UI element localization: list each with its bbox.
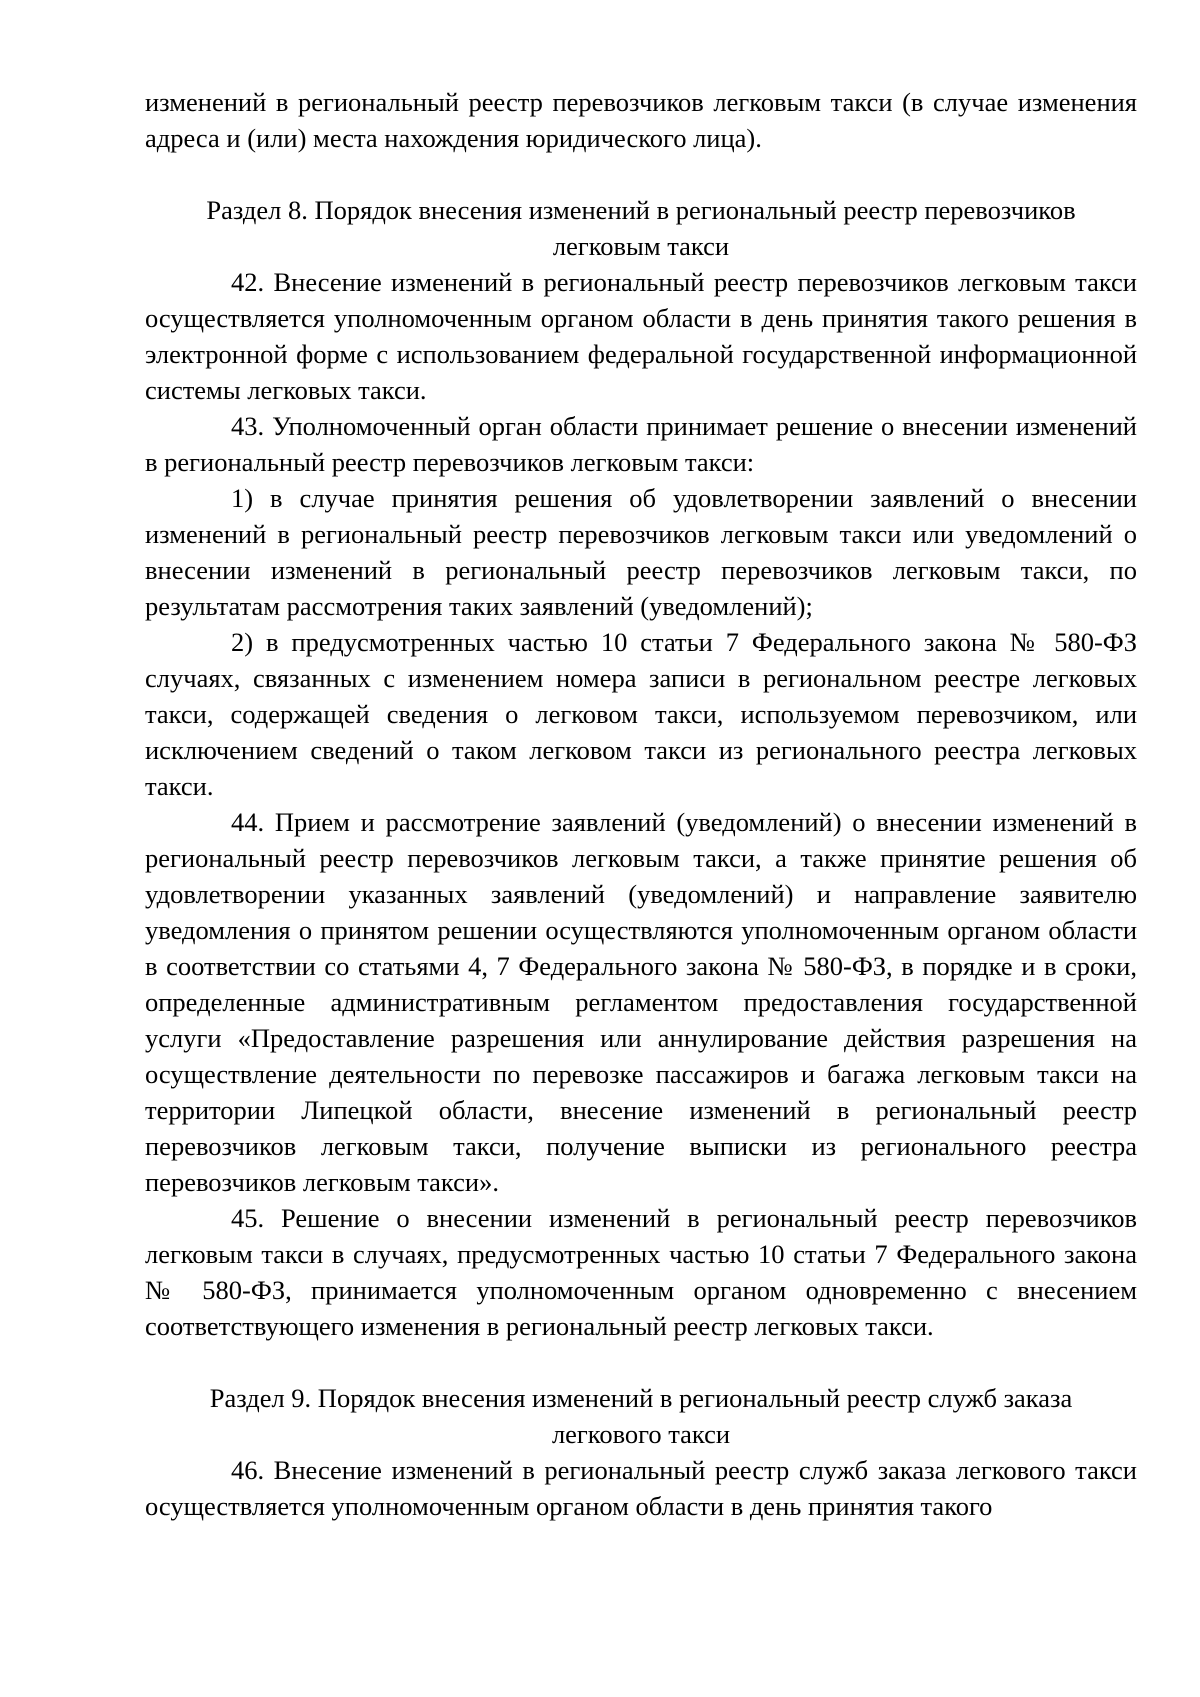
section-9-title-line-2: легкового такси <box>551 1419 731 1449</box>
section-9-title-line-1: Раздел 9. Порядок внесения изменений в региональный реестр служб заказа <box>209 1383 1073 1413</box>
section-8-heading <box>145 192 1137 264</box>
intro-continuation-paragraph: изменений в региональный реестр перевозчиков легковым такси (в случае изменения адреса и (или) места нахождения юридического лица). <box>145 87 1137 153</box>
paragraph-43-item-2: 2) в предусмотренных частью 10 статьи 7 Федерального закона № 580-ФЗ случаях, связанных с изменением номера записи в региональном реестре легковых такси, содержащей сведения о легковом такси, используемом перевозчиком, или исключением сведений о таком легковом такси из регионального реестра легковых такси. <box>145 627 1137 801</box>
paragraph-46: 46. Внесение изменений в региональный реестр служб заказа легкового такси осуществляется уполномоченным органом области в день принятия такого <box>145 1455 1137 1521</box>
paragraph-44: 44. Прием и рассмотрение заявлений (уведомлений) о внесении изменений в региональный реестр перевозчиков легковым такси, а также принятие решения об удовлетворении указанных заявлений (уведомлений) и направление заявителю уведомления о принятом решении осуществляются уполномоченным органом области в соответствии со статьями 4, 7 Федерального закона № 580-ФЗ, в порядке и в сроки, определенные административным регламентом предоставления государственной услуги «Предоставление разрешения или аннулирование действия разрешения на осуществление деятельности по перевозке пассажиров и багажа легковым такси на территории Липецкой области, внесение изменений в региональный реестр перевозчиков легковым такси, получение выписки из регионального реестра перевозчиков легковым такси». <box>145 807 1137 1197</box>
paragraph-43: 43. Уполномоченный орган области принимает решение о внесении изменений в региональный реестр перевозчиков легковым такси: <box>145 411 1137 477</box>
document-body <box>145 84 1137 1524</box>
section-9-heading <box>145 1380 1137 1452</box>
paragraph-42: 42. Внесение изменений в региональный реестр перевозчиков легковым такси осуществляется уполномоченным органом области в день принятия такого решения в электронной форме с использованием федеральной государственной информационной системы легковых такси. <box>145 267 1137 405</box>
section-8-title-line-2: легковым такси <box>552 231 730 261</box>
paragraph-43-item-1: 1) в случае принятия решения об удовлетворении заявлений о внесении изменений в региональный реестр перевозчиков легковым такси или уведомлений о внесении изменений в региональный реестр перевозчиков легковым такси, по результатам рассмотрения таких заявлений (уведомлений); <box>145 483 1137 621</box>
section-8-title-line-1: Раздел 8. Порядок внесения изменений в региональный реестр перевозчиков <box>206 195 1076 225</box>
paragraph-45: 45. Решение о внесении изменений в региональный реестр перевозчиков легковым такси в случаях, предусмотренных частью 10 статьи 7 Федерального закона № 580-ФЗ, принимается уполномоченным органом одновременно с внесением соответствующего изменения в региональный реестр легковых такси. <box>145 1203 1137 1341</box>
